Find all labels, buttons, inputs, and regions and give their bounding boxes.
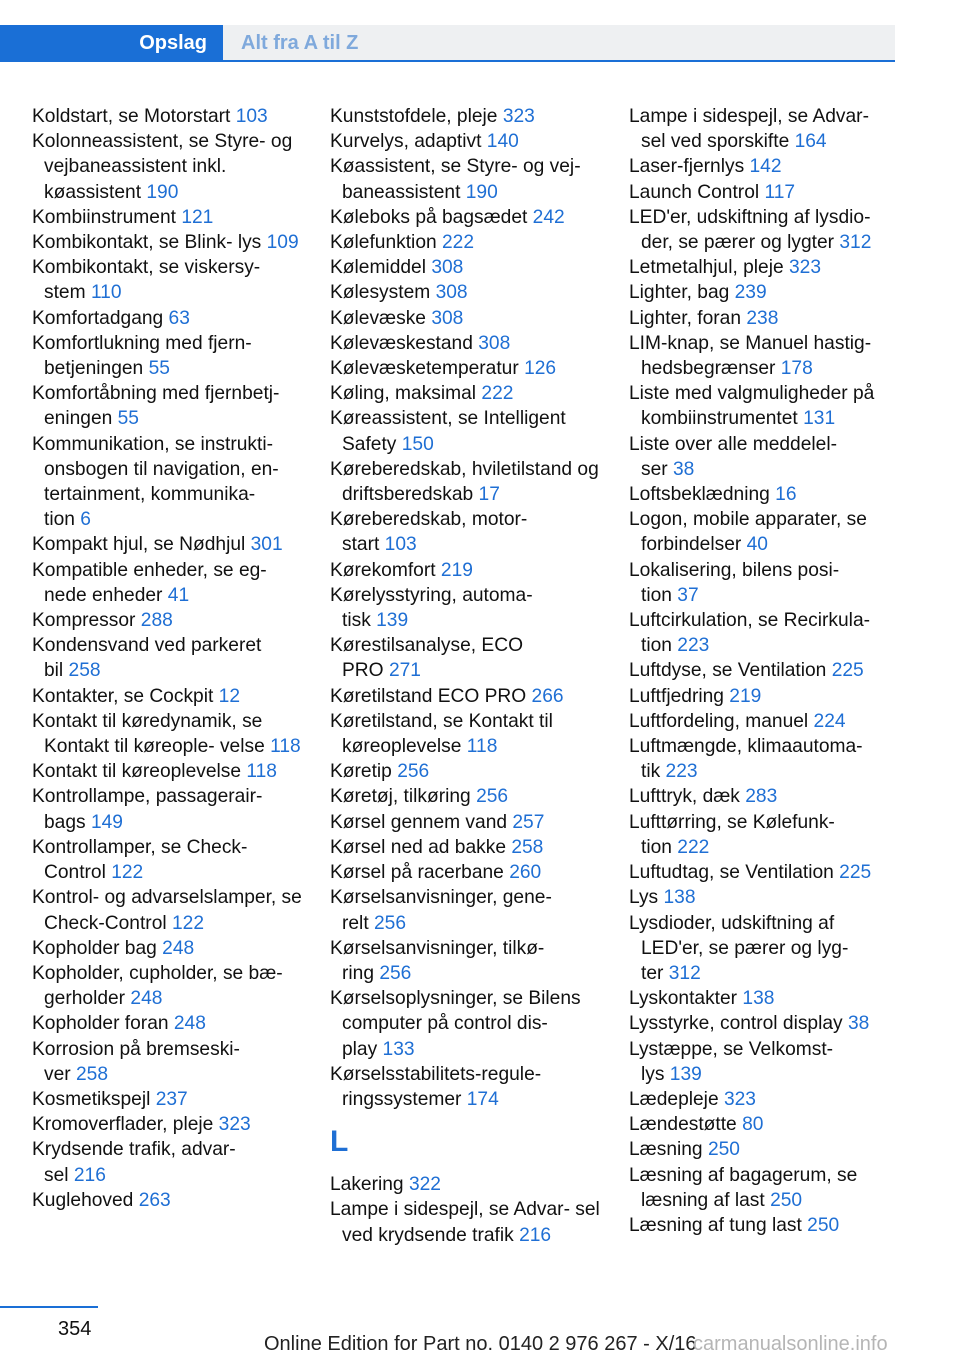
- index-entry: [330, 104, 600, 129]
- index-column-2: [330, 104, 600, 1248]
- index-entry-text: Lys: [629, 887, 659, 909]
- index-entry-text: Komfortlukning med fjern- betjeningen: [32, 332, 252, 380]
- page-reference-link[interactable]: 256: [374, 912, 407, 934]
- index-entry: [32, 784, 302, 834]
- page-reference-link[interactable]: 312: [668, 962, 701, 984]
- index-entry: [629, 684, 891, 709]
- index-entry: [330, 684, 600, 709]
- index-entry: [629, 1213, 891, 1238]
- page-reference-link[interactable]: 223: [665, 761, 698, 783]
- page-reference-link[interactable]: 312: [839, 232, 872, 254]
- index-entry-text: Korrosion på bremseski- ver: [32, 1038, 240, 1085]
- page-reference-link[interactable]: 109: [266, 232, 299, 254]
- index-entry: [330, 129, 600, 154]
- index-entry: [32, 1037, 302, 1087]
- index-entry-text: Kromoverflader, pleje: [32, 1114, 214, 1136]
- page-reference-link[interactable]: 266: [531, 685, 564, 707]
- page-reference-link[interactable]: 248: [130, 988, 163, 1010]
- index-entry-text: Lampe i sidespejl, se Advar- sel ved sporskifte: [629, 106, 869, 153]
- index-entry-text: Kørselsanvisninger, gene- relt: [330, 887, 552, 934]
- index-entry: [629, 432, 891, 482]
- index-entry: [32, 885, 302, 935]
- index-entry: [330, 381, 600, 406]
- index-entry-text: Kombiinstrument: [32, 206, 176, 228]
- index-entry-text: Kommunikation, se instrukti- onsbogen til navigation, en- tertainment, kommunika- tion: [32, 433, 279, 531]
- index-entry: [32, 129, 302, 205]
- index-entry-text: Launch Control: [629, 181, 760, 203]
- page-reference-link[interactable]: 283: [745, 786, 778, 808]
- index-entry: [32, 835, 302, 885]
- index-entry-text: Liste med valgmuligheder på kombiinstrumentet: [629, 383, 875, 430]
- section-letter-heading: L: [330, 1125, 349, 1159]
- tab-alt-fra-a-til-z[interactable]: [223, 25, 895, 61]
- page-reference-link[interactable]: 222: [677, 836, 710, 858]
- index-entry: [32, 381, 302, 431]
- page-reference-link[interactable]: 138: [663, 887, 696, 909]
- index-entry-text: Lædepleje: [629, 1088, 719, 1110]
- index-entry-text: Luftdyse, se Ventilation: [629, 660, 827, 682]
- index-entry: [330, 154, 600, 204]
- page-reference-link[interactable]: 37: [677, 584, 699, 606]
- page-reference-link[interactable]: 288: [140, 610, 173, 632]
- index-entry-text: Kunststofdele, pleje: [330, 106, 498, 127]
- index-entry: [330, 633, 600, 683]
- index-entry-text: Lighter, bag: [629, 282, 730, 304]
- index-entry: [32, 1188, 302, 1213]
- index-entry-text: Kolonneassistent, se Styre- og vejbaneassistent inkl. køassistent: [32, 131, 293, 203]
- page-reference-link[interactable]: 308: [435, 282, 468, 304]
- index-entry-text: Lampe i sidespejl, se Advar- sel ved krydsende trafik: [330, 1199, 600, 1246]
- page-reference-link[interactable]: 216: [73, 1164, 106, 1186]
- page-reference-link[interactable]: 237: [155, 1088, 188, 1110]
- index-entry: [330, 583, 600, 633]
- page-reference-link[interactable]: 133: [382, 1038, 415, 1060]
- index-entry: [330, 784, 600, 809]
- index-entry: [330, 205, 600, 230]
- page-reference-link[interactable]: 216: [519, 1224, 552, 1246]
- index-entry-text: Koldstart, se Motorstart: [32, 106, 231, 127]
- page-reference-link[interactable]: 257: [512, 811, 545, 833]
- page-reference-link[interactable]: 118: [270, 736, 301, 758]
- index-entry-text: Kopholder, cupholder, se bæ- gerholder: [32, 962, 283, 1010]
- tab-opslag-label: Opslag: [139, 31, 207, 54]
- index-entry: [330, 507, 600, 557]
- index-entry: [629, 1112, 891, 1137]
- page-number: 354: [58, 1318, 92, 1340]
- index-entry-text: Kuglehoved: [32, 1189, 134, 1211]
- page-reference-link[interactable]: 271: [388, 660, 421, 682]
- index-entry: [629, 709, 891, 734]
- index-entry-text: Luftfjedring: [629, 685, 724, 707]
- header-bar: [0, 0, 960, 62]
- index-entry-text: Kombikontakt, se Blink- lys: [32, 232, 262, 254]
- index-entry: [330, 709, 600, 759]
- index-column-3: [629, 104, 891, 1238]
- index-entry: [629, 306, 891, 331]
- header-divider: [0, 60, 895, 62]
- index-entry-text: Kørsel ned ad bakke: [330, 836, 506, 858]
- index-entry-text: Læsning af bagagerum, se læsning af last: [629, 1164, 858, 1211]
- index-entry: [32, 961, 302, 1011]
- index-entry-text: Køretip: [330, 761, 392, 783]
- index-entry-text: Lysstyrke, control display: [629, 1013, 843, 1035]
- page-reference-link[interactable]: 256: [379, 962, 412, 984]
- index-entry: [629, 154, 891, 179]
- index-entry-text: Lokalisering, bilens posi- tion: [629, 559, 840, 606]
- index-entry: [629, 280, 891, 305]
- index-entry-text: Kompatible enheder, se eg- nede enheder: [32, 559, 267, 606]
- page-reference-link[interactable]: 118: [246, 761, 277, 783]
- page-reference-link[interactable]: 140: [486, 131, 519, 153]
- page-reference-link[interactable]: 38: [847, 1013, 870, 1035]
- index-entry-text: Kølemiddel: [330, 257, 426, 279]
- footer-divider: [0, 1306, 98, 1308]
- index-entry: [629, 1011, 891, 1036]
- index-entry: [330, 810, 600, 835]
- index-entry: [629, 658, 891, 683]
- tab-alt-label: Alt fra A til Z: [241, 31, 359, 54]
- page-reference-link[interactable]: 260: [509, 862, 542, 884]
- index-entry-text: Letmetalhjul, pleje: [629, 257, 784, 279]
- index-entry-text: Køreberedskab, hviletilstand og driftsberedskab: [330, 458, 599, 506]
- index-entry-text: Lakering: [330, 1174, 404, 1196]
- index-entry-text: Loftsbeklædning: [629, 484, 770, 506]
- page-reference-link[interactable]: 40: [746, 534, 768, 556]
- index-entry: [32, 608, 302, 633]
- page-reference-link[interactable]: 164: [794, 131, 827, 153]
- index-entry-text: Komfortadgang: [32, 307, 164, 329]
- page-reference-link[interactable]: 263: [138, 1189, 171, 1211]
- page-reference-link[interactable]: 63: [168, 307, 190, 329]
- index-entry-text: Kontakter, se Cockpit: [32, 685, 214, 707]
- index-entry: [32, 936, 302, 961]
- index-entry: [32, 759, 302, 784]
- index-entry-text: Læsning af tung last: [629, 1214, 802, 1236]
- index-entry-text: Lighter, foran: [629, 307, 742, 329]
- page-reference-link[interactable]: 174: [466, 1088, 499, 1110]
- index-entry-text: Lysdioder, udskiftning af LED'er, se pærer og lyg- ter: [629, 912, 849, 984]
- index-entry: [330, 986, 600, 1062]
- page-reference-link[interactable]: 121: [181, 206, 214, 228]
- page-reference-link[interactable]: 38: [673, 458, 695, 480]
- page-reference-link[interactable]: 222: [442, 232, 475, 254]
- index-column-1: [32, 104, 302, 1213]
- page-reference-link[interactable]: 225: [839, 862, 872, 884]
- index-entry-text: Kondensvand ved parkeret bil: [32, 635, 262, 682]
- index-entry-text: Luftmængde, klimaautoma- tik: [629, 736, 863, 783]
- index-entry-text: Køretilstand ECO PRO: [330, 685, 527, 707]
- index-entry: [629, 558, 891, 608]
- index-entry: [330, 331, 600, 356]
- index-entry: [330, 759, 600, 784]
- index-entry-text: Krydsende trafik, advar- sel: [32, 1139, 236, 1186]
- index-entry: [32, 306, 302, 331]
- page-reference-link[interactable]: 103: [384, 534, 417, 556]
- page-reference-link[interactable]: 12: [218, 685, 240, 707]
- index-entry: [32, 709, 302, 759]
- index-entry: [629, 1087, 891, 1112]
- index-entry-text: Kørselsanvisninger, tilkø- ring: [330, 937, 545, 984]
- index-entry: [330, 230, 600, 255]
- page-reference-link[interactable]: 80: [742, 1114, 764, 1136]
- page-reference-link[interactable]: 308: [431, 307, 464, 329]
- index-entry: [330, 255, 600, 280]
- index-entry-text: Køassistent, se Styre- og vej- baneassistent: [330, 156, 581, 203]
- index-entry-text: Kompakt hjul, se Nødhjul: [32, 534, 246, 556]
- page-reference-link[interactable]: 323: [723, 1088, 756, 1110]
- index-entry: [32, 633, 302, 683]
- index-entry: [32, 1112, 302, 1137]
- index-entry: [32, 1137, 302, 1187]
- page-reference-link[interactable]: 41: [167, 584, 190, 606]
- page-reference-link[interactable]: 139: [669, 1063, 702, 1085]
- index-entry: [330, 406, 600, 456]
- page-reference-link[interactable]: 248: [162, 937, 195, 959]
- index-entry: [330, 356, 600, 381]
- page-reference-link[interactable]: 118: [466, 736, 498, 758]
- page-reference-link[interactable]: 17: [478, 484, 500, 506]
- index-entry-text: Kopholder bag: [32, 937, 157, 959]
- page-reference-link[interactable]: 250: [707, 1139, 740, 1161]
- index-entry-text: Kontrol- og advarselslamper, se Check-Control: [32, 887, 302, 934]
- index-entry-text: Kopholder foran: [32, 1013, 169, 1035]
- index-entry: [32, 205, 302, 230]
- index-entry-text: Kombikontakt, se viskersy- stem: [32, 257, 261, 304]
- index-entry-text: Kørsel på racerbane: [330, 862, 504, 884]
- page-reference-link[interactable]: 323: [502, 106, 535, 127]
- page-reference-link[interactable]: 308: [431, 257, 464, 279]
- page-reference-link[interactable]: 55: [148, 358, 170, 380]
- page-reference-link[interactable]: 149: [90, 811, 123, 833]
- page-reference-link[interactable]: 308: [478, 332, 511, 354]
- index-entry: [629, 810, 891, 860]
- index-entry: [629, 381, 891, 431]
- page-reference-link[interactable]: 142: [749, 156, 782, 178]
- index-entry-text: Luftcirkulation, se Recirkula- tion: [629, 610, 871, 657]
- page-reference-link[interactable]: 6: [80, 509, 91, 531]
- index-entry: [629, 205, 891, 255]
- page-reference-link[interactable]: 242: [532, 206, 565, 228]
- index-entry-text: LED'er, udskiftning af lysdio- der, se pærer og lygter: [629, 206, 871, 254]
- index-entry-text: Kompressor: [32, 610, 136, 632]
- index-entry: [330, 885, 600, 935]
- index-entry-text: Kosmetikspejl: [32, 1088, 151, 1110]
- index-entry: [32, 1087, 302, 1112]
- page-reference-link[interactable]: 55: [117, 408, 139, 430]
- index-entry: [32, 230, 302, 255]
- index-entry: [32, 255, 302, 305]
- page-reference-link[interactable]: 131: [803, 408, 836, 430]
- edition-note: Online Edition for Part no. 0140 2 976 267 - X/16: [264, 1333, 697, 1355]
- index-entry-text: Lyskontakter: [629, 988, 738, 1010]
- index-entry: [629, 784, 891, 809]
- index-entry: [330, 1197, 600, 1247]
- index-entry: [32, 331, 302, 381]
- index-entry-text: Kørelysstyring, automa- tisk: [330, 584, 533, 632]
- index-entry-text: Køreassistent, se Intelligent Safety: [330, 408, 566, 455]
- index-entry-text: Kørselsoplysninger, se Bilens computer på control dis- play: [330, 988, 581, 1060]
- index-entry-text: Køretøj, tilkøring: [330, 786, 471, 808]
- index-entry-text: Komfortåbning med fjernbetj- eningen: [32, 383, 280, 430]
- index-entry-text: Lufttørring, se Kølefunk- tion: [629, 811, 835, 858]
- page-reference-link[interactable]: 248: [173, 1013, 206, 1035]
- index-entry-text: Kurvelys, adaptivt: [330, 131, 482, 153]
- index-entry-text: Køleboks på bagsædet: [330, 206, 528, 228]
- index-entry: [629, 1037, 891, 1087]
- index-entry: [330, 835, 600, 860]
- index-entry: [330, 306, 600, 331]
- index-entry-text: Kølevæske: [330, 307, 426, 329]
- index-entry-text: Kølevæsketemperatur: [330, 358, 519, 380]
- index-entry-text: Laser-fjernlys: [629, 156, 745, 178]
- index-entry-text: Kontakt til køredynamik, se Kontakt til køreople- velse: [32, 710, 265, 758]
- index-entry: [629, 911, 891, 987]
- index-entry-text: Kørekomfort: [330, 559, 436, 581]
- page-reference-link[interactable]: 122: [171, 912, 204, 934]
- page-reference-link[interactable]: 258: [68, 660, 101, 682]
- tab-opslag[interactable]: [0, 25, 223, 61]
- index-entry: [629, 180, 891, 205]
- index-entry-text: Kølesystem: [330, 282, 431, 304]
- index-entry: [330, 280, 600, 305]
- page-reference-link[interactable]: 150: [401, 433, 434, 455]
- index-entry: [629, 885, 891, 910]
- index-entry-text: Luftfordeling, manuel: [629, 710, 809, 732]
- index-entry: [629, 104, 891, 154]
- page-reference-link[interactable]: 322: [408, 1174, 441, 1196]
- index-entry-text: Kørsel gennem vand: [330, 811, 508, 833]
- page-reference-link[interactable]: 250: [770, 1189, 803, 1211]
- index-entry-text: Kølefunktion: [330, 232, 437, 254]
- page-reference-link[interactable]: 139: [376, 610, 409, 632]
- index-entry: [32, 104, 302, 129]
- page-reference-link[interactable]: 258: [76, 1063, 109, 1085]
- page-reference-link[interactable]: 16: [775, 484, 797, 506]
- index-entry-text: Køretilstand, se Kontakt til køreoplevelse: [330, 710, 553, 758]
- index-entry-text: Kørselsstabilitets-regule- ringssystemer: [330, 1063, 542, 1110]
- page-reference-link[interactable]: 219: [729, 685, 762, 707]
- page-reference-link[interactable]: 126: [524, 358, 557, 380]
- index-entry: [629, 482, 891, 507]
- index-entry: [629, 608, 891, 658]
- page-reference-link[interactable]: 258: [511, 836, 544, 858]
- index-entry-text: Lændestøtte: [629, 1114, 737, 1136]
- index-entry: [32, 1011, 302, 1036]
- index-entry-text: Luftudtag, se Ventilation: [629, 862, 834, 884]
- page-reference-link[interactable]: 223: [677, 635, 710, 657]
- index-entry: [330, 860, 600, 885]
- index-entry-text: Køreberedskab, motor- start: [330, 509, 528, 556]
- index-entry: [629, 255, 891, 280]
- page-reference-link[interactable]: 301: [250, 534, 283, 556]
- page-reference-link[interactable]: 110: [90, 282, 122, 304]
- watermark: carmanualsonline.info: [693, 1333, 888, 1355]
- index-entry-text: Køling, maksimal: [330, 383, 477, 405]
- index-entry-text: LIM-knap, se Manuel hastig- hedsbegrænser: [629, 332, 872, 380]
- index-entry: [629, 734, 891, 784]
- index-entry: [32, 432, 302, 533]
- page-reference-link[interactable]: 323: [789, 257, 822, 279]
- index-entry: [330, 936, 600, 986]
- page-reference-link[interactable]: 122: [111, 862, 144, 884]
- page-reference-link[interactable]: 222: [481, 383, 514, 405]
- index-entry-text: Lufttryk, dæk: [629, 786, 740, 808]
- page-reference-link[interactable]: 250: [807, 1214, 840, 1236]
- index-entry: [629, 986, 891, 1011]
- index-entry-text: Lystæppe, se Velkomst- lys: [629, 1038, 834, 1085]
- index-entry: [330, 1172, 600, 1197]
- page-reference-link[interactable]: 224: [813, 710, 846, 732]
- index-entry-text: Logon, mobile apparater, se forbindelser: [629, 509, 867, 556]
- page-reference-link[interactable]: 225: [831, 660, 864, 682]
- index-entry: [32, 684, 302, 709]
- index-entry-text: Kontakt til køreoplevelse: [32, 761, 242, 783]
- index-entry: [32, 558, 302, 608]
- index-entry-text: Kontrollamper, se Check- Control: [32, 836, 248, 884]
- index-entry: [629, 860, 891, 885]
- page-reference-link[interactable]: 323: [218, 1114, 251, 1136]
- index-entry-text: Kontrollampe, passagerair- bags: [32, 786, 263, 833]
- page-reference-link[interactable]: 117: [764, 181, 796, 203]
- page-reference-link[interactable]: 219: [440, 559, 473, 581]
- index-entry: [629, 1163, 891, 1213]
- index-entry: [629, 507, 891, 557]
- index-entry: [32, 532, 302, 557]
- page-reference-link[interactable]: 138: [742, 988, 775, 1010]
- index-entry: [330, 457, 600, 507]
- page-reference-link[interactable]: 190: [146, 181, 179, 203]
- page-reference-link[interactable]: 256: [397, 761, 430, 783]
- index-entry-text: Liste over alle meddelel- ser: [629, 433, 837, 480]
- page-reference-link[interactable]: 103: [235, 106, 268, 127]
- index-entry-text: Kølevæskestand: [330, 332, 473, 354]
- index-entry: [330, 1062, 600, 1112]
- page-reference-link[interactable]: 238: [746, 307, 779, 329]
- page-reference-link[interactable]: 178: [780, 358, 813, 380]
- page-reference-link[interactable]: 256: [476, 786, 509, 808]
- index-entry: [330, 558, 600, 583]
- index-entry-text: Læsning: [629, 1139, 703, 1161]
- page-reference-link[interactable]: 239: [734, 282, 767, 304]
- page-reference-link[interactable]: 190: [465, 181, 498, 203]
- index-entry: [629, 1137, 891, 1162]
- index-entry: [629, 331, 891, 381]
- index-entry-text: Kørestilsanalyse, ECO PRO: [330, 635, 523, 682]
